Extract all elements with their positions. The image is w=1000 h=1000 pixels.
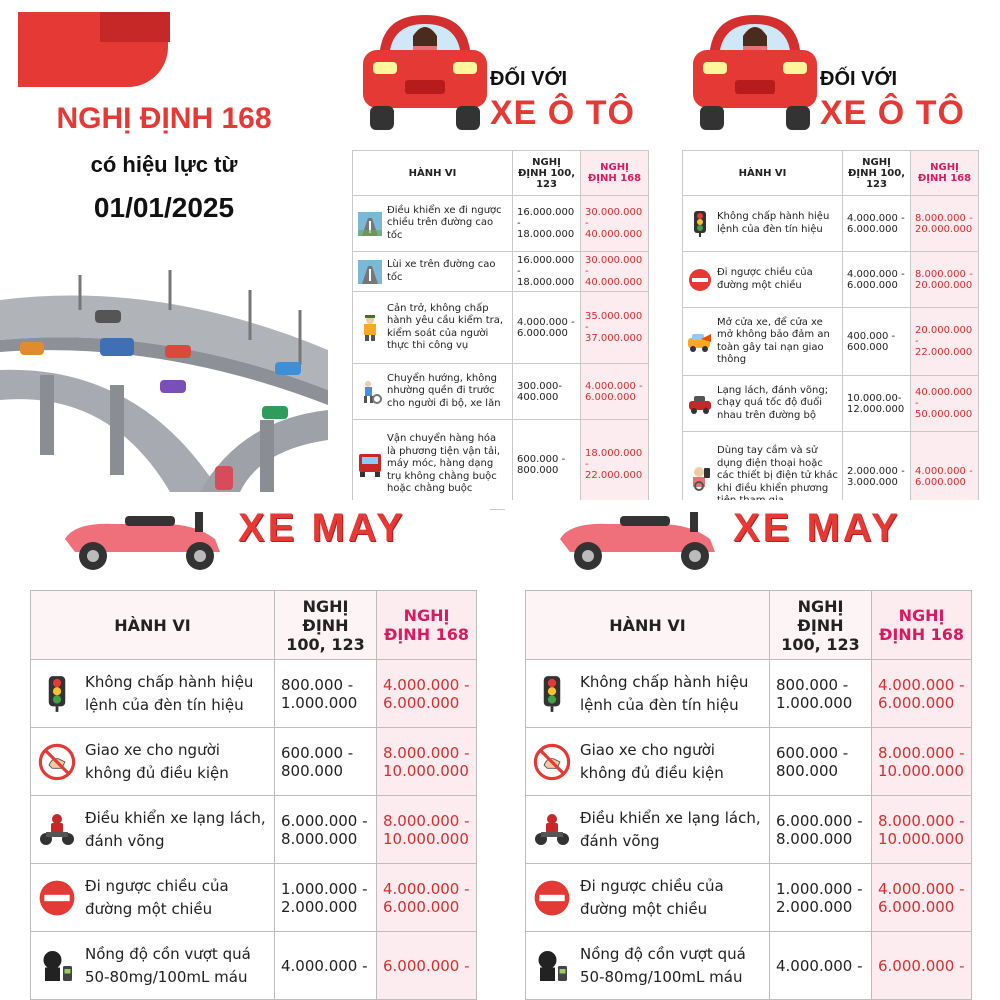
table-header-row	[683, 151, 979, 196]
table-row	[526, 864, 972, 932]
old-fine: 6.000.000 - 8.000.000	[770, 796, 872, 864]
header-behavior: HÀNH VI	[683, 151, 843, 196]
new-fine: 20.000.000 - 22.000.000	[911, 308, 979, 376]
behavior-text: Lạng lách, đánh võng; chạy quá tốc độ đuổi nhau trên đường bộ	[717, 384, 829, 421]
table-row	[31, 932, 477, 1000]
red-car-driver-icon	[685, 10, 825, 140]
motorbike-rider-icon	[532, 810, 572, 850]
table-row	[31, 864, 477, 932]
behavior-text: Dùng tay cầm và sử dụng điện thoại hoặc các thiết bị điện tử khác khi điều khiển phương	[717, 445, 838, 494]
new-fine: 4.000.000 - 6.000.000	[377, 660, 477, 728]
table-row	[353, 364, 649, 420]
header-old-decree: NGHỊ ĐỊNH 100, 123	[770, 591, 872, 660]
highway-wrong-way-icon	[357, 211, 383, 237]
new-fine: 6.000.000 -	[377, 932, 477, 1000]
table-row	[31, 728, 477, 796]
new-fine: 8.000.000 - 10.000.000	[872, 796, 972, 864]
new-fine: 8.000.000 - 10.000.000	[377, 728, 477, 796]
new-fine: 4.000.000 - 6.000.000	[872, 660, 972, 728]
table-row	[683, 252, 979, 308]
header-new-decree: NGHỊ ĐỊNH 168	[581, 151, 649, 196]
table-row	[31, 660, 477, 728]
new-fine: 35.000.000 - 37.000.000	[581, 292, 649, 364]
no-entry-icon	[532, 878, 572, 918]
new-fine: 30.000.000 - 40.000.000	[581, 196, 649, 252]
table-header-row	[526, 591, 972, 660]
behavior-text: Đi ngược chiều của đường một chiều	[85, 877, 229, 918]
old-fine: 600.000 - 800.000	[513, 420, 581, 510]
old-fine: 2.000.000 - 3.000.000	[843, 432, 911, 522]
table-row	[353, 420, 649, 510]
table-row	[526, 932, 972, 1000]
no-hand-over-icon	[37, 742, 77, 782]
new-fine: 8.000.000 - 20.000.000	[911, 196, 979, 252]
table-row	[353, 196, 649, 252]
car-door-icon	[687, 329, 713, 355]
car-label-main: XE Ô TÔ	[820, 94, 965, 132]
red-corner-decoration	[100, 12, 170, 42]
table-header-row	[31, 591, 477, 660]
racing-car-icon	[687, 391, 713, 417]
behavior-text: Nồng độ cồn vượt quá 50-80mg/100mL máu	[85, 945, 251, 986]
new-fine: 4.000.000 - 6.000.000	[377, 864, 477, 932]
behavior-text: Điều khiển xe lạng lách, đánh võng	[580, 809, 761, 850]
car-label-main: XE Ô TÔ	[490, 94, 635, 132]
behavior-text: Đi ngược chiều của đường một chiều	[580, 877, 724, 918]
moto-title: XE MAY	[733, 506, 901, 550]
header-old-decree: NGHỊ ĐỊNH 100, 123	[843, 151, 911, 196]
behavior-text: Cản trở, không chấp hành yêu cầu kiểm tra, kiểm soát của người thực thi công vụ	[387, 302, 504, 351]
car-header	[670, 10, 980, 145]
new-fine: 6.000.000 -	[872, 932, 972, 1000]
old-fine: 4.000.000 - 6.000.000	[843, 196, 911, 252]
highway-reverse-icon	[357, 259, 383, 285]
scooter-icon	[55, 504, 235, 574]
new-fine: 40.000.000 - 50.000.000	[911, 376, 979, 432]
new-fine: 4.000.000 - 6.000.000	[581, 364, 649, 420]
behavior-text: Điều khiển xe đi ngược chiều trên đường cao tốc	[387, 204, 502, 241]
new-fine: 8.000.000 - 10.000.000	[377, 796, 477, 864]
moto-fines-table	[30, 590, 477, 1000]
car-fines-table	[682, 150, 979, 522]
new-fine: 8.000.000 - 10.000.000	[872, 728, 972, 796]
old-fine: 800.000 - 1.000.000	[275, 660, 377, 728]
phone-driver-icon	[687, 464, 713, 490]
breathalyzer-icon	[37, 946, 77, 986]
behavior-text: Không chấp hành hiệu lệnh của đèn tín hiệu	[580, 673, 749, 714]
moto-title: XE MAY	[238, 506, 406, 550]
old-fine: 1.000.000 - 2.000.000	[770, 864, 872, 932]
old-fine: 4.000.000 - 6.000.000	[843, 252, 911, 308]
table-row	[526, 660, 972, 728]
new-fine: 8.000.000 - 20.000.000	[911, 252, 979, 308]
header-behavior: HÀNH VI	[526, 591, 770, 660]
behavior-text: Không chấp hành hiệu lệnh của đèn tín hiệu	[85, 673, 254, 714]
car-fines-panel-right	[670, 0, 980, 492]
behavior-text: Không chấp hành hiệu lệnh của đèn tín hiệu	[717, 211, 830, 235]
old-fine: 600.000 - 800.000	[770, 728, 872, 796]
truck-icon	[357, 452, 383, 478]
new-fine: 4.000.000 - 6.000.000	[911, 432, 979, 522]
header-old-decree: NGHỊ ĐỊNH 100, 123	[275, 591, 377, 660]
moto-fines-panel-right	[505, 500, 985, 1000]
poster-subtitle: có hiệu lực từ	[90, 152, 238, 177]
poster-title: NGHỊ ĐỊNH 168	[56, 102, 272, 135]
old-fine: 6.000.000 - 8.000.000	[275, 796, 377, 864]
highway-interchange-icon	[0, 270, 328, 492]
new-fine: 30.000.000 - 40.000.000	[581, 252, 649, 292]
moto-fines-table	[525, 590, 972, 1000]
traffic-light-icon	[532, 674, 572, 714]
breathalyzer-icon	[532, 946, 572, 986]
poster-date: 01/01/2025	[93, 192, 235, 223]
car-fines-panel-left	[340, 0, 650, 495]
old-fine: 400.000 - 600.000	[843, 308, 911, 376]
header-behavior: HÀNH VI	[31, 591, 275, 660]
behavior-text: Giao xe cho người không đủ điều kiện	[580, 741, 724, 782]
car-label-top: ĐỐI VỚI	[820, 68, 898, 90]
old-fine: 16.000.000 - 18.000.000	[513, 252, 581, 292]
police-officer-icon	[357, 315, 383, 341]
table-row	[683, 308, 979, 376]
pedestrian-icon	[357, 379, 383, 405]
table-row	[683, 196, 979, 252]
header-new-decree: NGHỊ ĐỊNH 168	[911, 151, 979, 196]
behavior-text: Nồng độ cồn vượt quá 50-80mg/100mL máu	[580, 945, 746, 986]
old-fine: 16.000.000 - 18.000.000	[513, 196, 581, 252]
no-hand-over-icon	[532, 742, 572, 782]
car-fines-table	[352, 150, 649, 510]
scooter-icon	[550, 504, 730, 574]
behavior-text: Chuyển hướng, không nhường quền đi trước cho người đi bộ, xe lăn	[387, 372, 501, 409]
new-fine: 18.000.000 - 22.000.000	[581, 420, 649, 510]
header-new-decree: NGHỊ ĐỊNH 168	[377, 591, 477, 660]
table-row	[526, 796, 972, 864]
car-label-top: ĐỐI VỚI	[490, 68, 568, 90]
behavior-text: Đi ngược chiều của đường một chiều	[717, 267, 813, 291]
table-row	[31, 796, 477, 864]
moto-fines-panel-left	[10, 500, 490, 1000]
behavior-text: Vận chuyển hàng hóa là phương tiện vận tải, máy móc, hàng dạng trụ không chằng buộc hoặc chằng buộc	[387, 433, 501, 495]
old-fine: 4.000.000 - 6.000.000	[513, 292, 581, 364]
table-row	[683, 376, 979, 432]
old-fine: 300.000- 400.000	[513, 364, 581, 420]
moto-header	[10, 500, 490, 580]
old-fine: 4.000.000 -	[770, 932, 872, 1000]
old-fine: 1.000.000 - 2.000.000	[275, 864, 377, 932]
traffic-light-icon	[37, 674, 77, 714]
red-car-driver-icon	[355, 10, 495, 140]
no-entry-icon	[687, 267, 713, 293]
moto-header	[505, 500, 985, 580]
table-row	[353, 252, 649, 292]
table-row	[353, 292, 649, 364]
traffic-light-icon	[687, 211, 713, 237]
behavior-text: Lùi xe trên đường cao tốc	[387, 259, 496, 283]
no-entry-icon	[37, 878, 77, 918]
old-fine: 800.000 - 1.000.000	[770, 660, 872, 728]
behavior-text: Điều khiển xe lạng lách, đánh võng	[85, 809, 266, 850]
table-header-row	[353, 151, 649, 196]
old-fine: 600.000 - 800.000	[275, 728, 377, 796]
behavior-text: Giao xe cho người không đủ điều kiện	[85, 741, 229, 782]
car-header	[340, 10, 650, 145]
header-behavior: HÀNH VI	[353, 151, 513, 196]
motorbike-rider-icon	[37, 810, 77, 850]
old-fine: 4.000.000 -	[275, 932, 377, 1000]
table-row	[526, 728, 972, 796]
new-fine: 4.000.000 - 6.000.000	[872, 864, 972, 932]
header-new-decree: NGHỊ ĐỊNH 168	[872, 591, 972, 660]
old-fine: 10.000.00- 12.000.000	[843, 376, 911, 432]
behavior-text: Mở cửa xe, để cửa xe mở không bảo đảm an toàn gây tai nạn giao thông	[717, 316, 830, 365]
header-old-decree: NGHỊ ĐỊNH 100, 123	[513, 151, 581, 196]
poster-panel	[0, 0, 328, 492]
